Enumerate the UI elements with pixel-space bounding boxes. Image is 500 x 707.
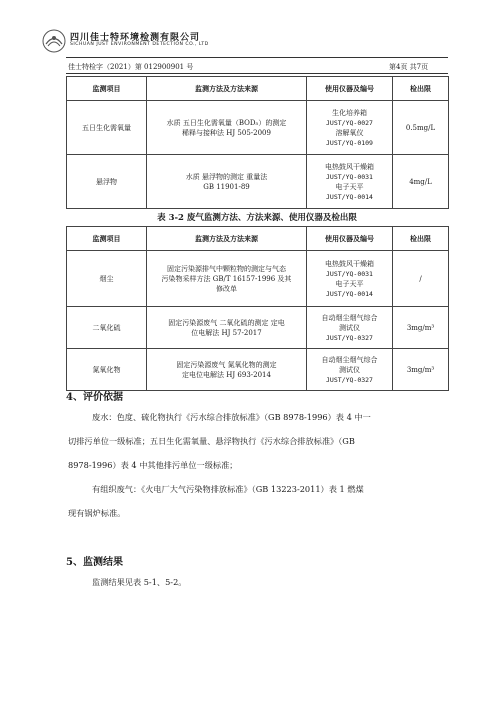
evaluation-line: 现有锅炉标准。 bbox=[68, 508, 126, 518]
table-row bbox=[67, 307, 449, 349]
method-line: GB 11901-89 bbox=[203, 182, 250, 191]
item-cell: 悬浮物 bbox=[67, 155, 147, 209]
instrument-line: JUST/YQ-0031 bbox=[326, 172, 373, 181]
method-cell bbox=[147, 251, 307, 307]
instrument-cell bbox=[307, 251, 393, 307]
page-counter: 第4页 共7页 bbox=[389, 63, 429, 71]
col-header-limit: 检出限 bbox=[393, 77, 449, 101]
table-row bbox=[67, 101, 449, 155]
section-title-results: 5、监测结果 bbox=[66, 557, 123, 568]
method-line: 水质 五日生化需氧量（BOD₅）的测定 bbox=[166, 118, 287, 127]
limit-cell: 3mg/m³ bbox=[393, 349, 449, 391]
item-cell: 氮氧化物 bbox=[67, 349, 147, 391]
instrument-cell bbox=[307, 349, 393, 391]
evaluation-line: 切排污单位一级标准；五日生化需氧量、悬浮物执行《污水综合排放标准》（GB bbox=[68, 436, 355, 446]
instrument-line: 测试仪 bbox=[339, 365, 360, 374]
results-text: 监测结果见表 5-1、5-2。 bbox=[92, 577, 187, 587]
table-header-row bbox=[67, 77, 449, 101]
method-line: 污染物采样方法 GB/T 16157-1996 及其 bbox=[161, 274, 292, 283]
method-cell bbox=[147, 349, 307, 391]
instrument-line: JUST/YQ-0109 bbox=[326, 138, 373, 147]
col-header-item: 监测项目 bbox=[67, 227, 147, 251]
item-cell: 二氧化硫 bbox=[67, 307, 147, 349]
method-line: 固定污染源排气中颗粒物的测定与气态 bbox=[167, 264, 286, 273]
evaluation-line: 8978-1996）表 4 中其他排污单位一级标准； bbox=[68, 460, 238, 470]
table-row bbox=[67, 155, 449, 209]
header-rule bbox=[66, 57, 448, 58]
method-cell bbox=[147, 307, 307, 349]
company-name-en: SICHUAN JUST ENVIRONMENT DETECTION CO., LTD bbox=[70, 42, 209, 47]
instrument-line: 电热鼓风干燥箱 bbox=[325, 259, 374, 268]
instrument-line: 电热鼓风干燥箱 bbox=[325, 162, 374, 171]
method-line: 定电位电解法 HJ 693-2014 bbox=[182, 370, 271, 379]
col-header-limit: 检出限 bbox=[393, 227, 449, 251]
instrument-line: 溶解氧仪 bbox=[335, 128, 364, 137]
col-header-item: 监测项目 bbox=[67, 77, 147, 101]
col-header-instrument: 使用仪器及编号 bbox=[307, 227, 393, 251]
report-number: 佳士特检字（2021）第 012900901 号 bbox=[68, 63, 194, 71]
instrument-line: 自动烟尘烟气综合 bbox=[321, 313, 378, 322]
instrument-line: JUST/YQ-0031 bbox=[326, 269, 373, 278]
instrument-line: 电子天平 bbox=[335, 182, 364, 191]
col-header-instrument: 使用仪器及编号 bbox=[307, 77, 393, 101]
evaluation-line: 有组织废气：《火电厂大气污染物排放标准》（GB 13223-2011）表 1 燃煤 bbox=[92, 484, 364, 494]
company-logo-icon bbox=[42, 29, 66, 53]
table-header-row bbox=[67, 227, 449, 251]
section-title-evaluation: 4、评价依据 bbox=[66, 392, 123, 403]
method-line: 固定污染源废气 二氧化硫的测定 定电 bbox=[168, 318, 285, 327]
instrument-line: JUST/YQ-0014 bbox=[326, 289, 373, 298]
evaluation-line: 废水：色度、硫化物执行《污水综合排放标准》（GB 8978-1996）表 4 中一 bbox=[92, 412, 371, 422]
instrument-line: JUST/YQ-0014 bbox=[326, 192, 373, 201]
table-row bbox=[67, 251, 449, 307]
instrument-line: JUST/YQ-0027 bbox=[326, 118, 373, 127]
instrument-cell bbox=[307, 101, 393, 155]
waste-gas-method-table bbox=[66, 226, 449, 391]
instrument-line: 电子天平 bbox=[335, 279, 364, 288]
method-line: 固定污染源废气 氮氧化物的测定 bbox=[176, 360, 277, 369]
method-line: 水质 悬浮物的测定 重量法 bbox=[185, 172, 268, 181]
header-rule-lower bbox=[66, 73, 448, 74]
table-row bbox=[67, 349, 449, 391]
wastewater-method-table bbox=[66, 76, 449, 209]
instrument-line: 测试仪 bbox=[339, 323, 360, 332]
company-name-cn: 四川佳士特环境检测有限公司 bbox=[70, 33, 201, 43]
instrument-line: JUST/YQ-0327 bbox=[326, 333, 373, 342]
method-cell bbox=[147, 155, 307, 209]
limit-cell: 4mg/L bbox=[393, 155, 449, 209]
instrument-line: JUST/YQ-0327 bbox=[326, 375, 373, 384]
col-header-method: 监测方法及方法来源 bbox=[147, 227, 307, 251]
method-cell bbox=[147, 101, 307, 155]
instrument-line: 自动烟尘烟气综合 bbox=[321, 355, 378, 364]
method-line: 修改单 bbox=[216, 284, 237, 293]
method-line: 位电解法 HJ 57-2017 bbox=[191, 328, 262, 337]
item-cell: 五日生化需氧量 bbox=[67, 101, 147, 155]
col-header-method: 监测方法及方法来源 bbox=[147, 77, 307, 101]
limit-cell: 3mg/m³ bbox=[393, 307, 449, 349]
limit-cell: / bbox=[393, 251, 449, 307]
instrument-cell bbox=[307, 307, 393, 349]
limit-cell: 0.5mg/L bbox=[393, 101, 449, 155]
instrument-line: 生化培养箱 bbox=[332, 108, 367, 117]
method-line: 稀释与接种法 HJ 505-2009 bbox=[182, 128, 271, 137]
instrument-cell bbox=[307, 155, 393, 209]
table-caption: 表 3-2 废气监测方法、方法来源、使用仪器及检出限 bbox=[157, 213, 357, 223]
item-cell: 烟尘 bbox=[67, 251, 147, 307]
